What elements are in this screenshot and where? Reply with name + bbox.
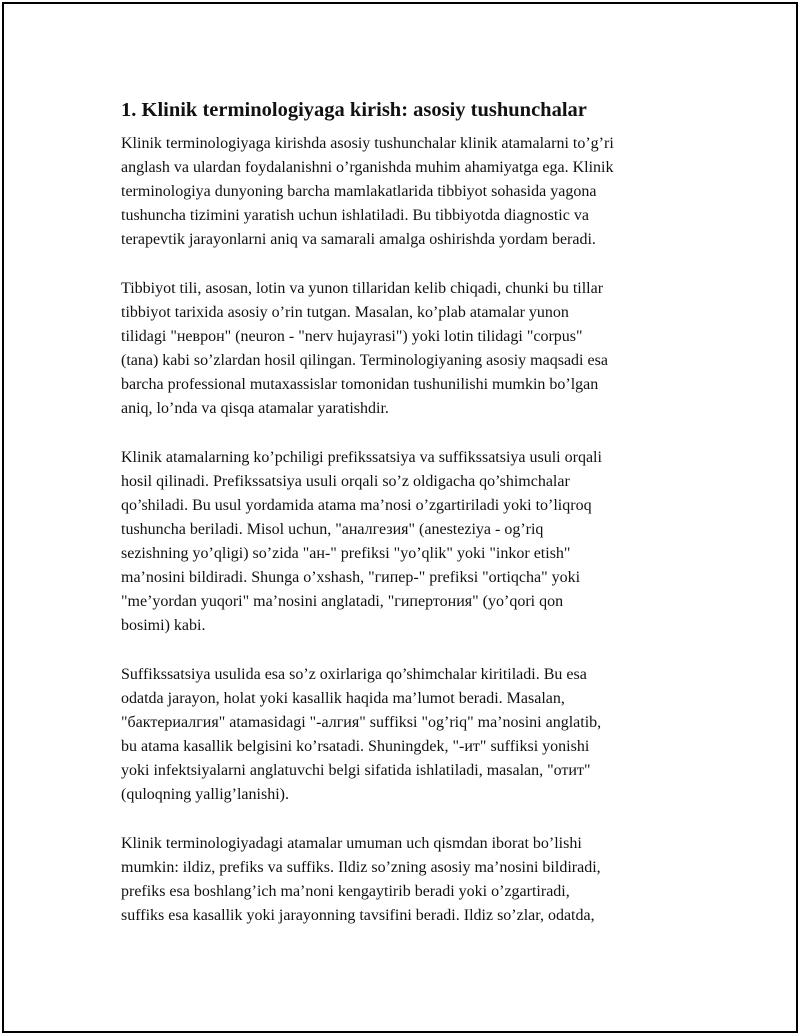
text-line: bu atama kasallik belgisini ko’rsatadi. Shuningdek, "-ит" suffiksi yonishi: [121, 738, 590, 756]
text-line: Suffikssatsiya usulida esa so’z oxirlariga qo’shimchalar kiritiladi. Bu esa: [121, 665, 587, 683]
text-line: Klinik atamalarning ko’pchiligi prefikssatsiya va suffikssatsiya usuli orqali: [121, 448, 602, 466]
text-line: hosil qilinadi. Prefikssatsiya usuli orqali so’z oldigacha qo’shimchalar: [121, 472, 570, 490]
text-line: anglash va ulardan foydalanishni o’rganishda muhim ahamiyatga ega. Klinik: [121, 159, 614, 177]
text-line: mumkin: ildiz, prefiks va suffiks. Ildiz so’zning asosiy ma’nosini bildiradi,: [121, 859, 601, 876]
text-line: (tana) kabi so’zlardan hosil qilingan. Terminologiyaning asosiy maqsadi esa: [121, 352, 608, 370]
text-line: terminologiya dunyoning barcha mamlakatlarida tibbiyot sohasida yagona: [121, 183, 597, 201]
text-line: yoki infektsiyalarni anglatuvchi belgi sifatida ishlatiladi, masalan, "отит": [121, 762, 591, 780]
text-line: barcha professional mutaxassislar tomonidan tushunilishi mumkin bo’lgan: [121, 376, 599, 394]
text-line: tushuncha tizimini yaratish uchun ishlatiladi. Bu tibbiyotda diagnostic va: [121, 207, 589, 225]
page-frame: [2, 2, 798, 1033]
text-line: Klinik terminologiyadagi atamalar umuman uch qismdan iborat bo’lishi: [121, 834, 582, 852]
text-line: terapevtik jarayonlarni aniq va samarali amalga oshirishda yordam beradi.: [121, 231, 596, 249]
text-line: ma’nosini bildiradi. Shunga o’xshash, "гипер-" prefiksi "ortiqcha" yoki: [121, 569, 581, 587]
text-line: tilidagi "неврон" (neuron - "nerv hujayrasi") yoki lotin tilidagi "corpus": [121, 328, 583, 346]
text-line: sezishning yo’qligi) so’zida "ан-" prefiksi "yo’qlik" yoki "inkor etish": [121, 545, 571, 563]
text-line: "бактериалгия" atamasidagi "-алгия" suffiksi "og’riq" ma’nosini anglatib,: [121, 714, 602, 732]
text-line: odatda jarayon, holat yoki kasallik haqida ma’lumot beradi. Masalan,: [121, 690, 565, 708]
text-line: Tibbiyot tili, asosan, lotin va yunon tillaridan kelib chiqadi, chunki bu tillar: [121, 279, 604, 297]
paragraph-2: [121, 277, 696, 422]
text-line: suffiks esa kasallik yoki jarayonning tavsifini beradi. Ildiz so’zlar, odatda,: [121, 907, 595, 925]
paragraph-1: [121, 132, 696, 252]
text-line: bosimi) kabi.: [121, 617, 206, 635]
text-line: aniq, lo’nda va qisqa atamalar yaratishdir.: [121, 400, 389, 418]
paragraph-5: [121, 832, 696, 928]
text-line: "me’yordan yuqori" ma’nosini anglatadi, "гипертония" (yo’qori qon: [121, 593, 564, 611]
text-line: qo’shiladi. Bu usul yordamida atama ma’nosi o’zgartiriladi yoki to’liqroq: [121, 497, 592, 514]
text-line: tushuncha beriladi. Misol uchun, "аналгезия" (anesteziya - og’riq: [121, 521, 544, 539]
text-line: prefiks esa boshlang’ich ma’noni kengaytirib beradi yoki o’zgartiradi,: [121, 883, 570, 901]
text-line: (quloqning yallig’lanishi).: [121, 786, 289, 804]
paragraph-4: [121, 663, 696, 808]
text-line: Klinik terminologiyaga kirishda asosiy tushunchalar klinik atamalarni to’g’ri: [121, 135, 614, 152]
document-body: [121, 97, 696, 953]
paragraph-3: [121, 446, 696, 639]
section-heading: 1. Klinik terminologiyaga kirish: asosiy tushunchalar: [121, 99, 587, 121]
text-line: tibbiyot tarixida asosiy o’rin tutgan. Masalan, ko’plab atamalar yunon: [121, 303, 569, 321]
